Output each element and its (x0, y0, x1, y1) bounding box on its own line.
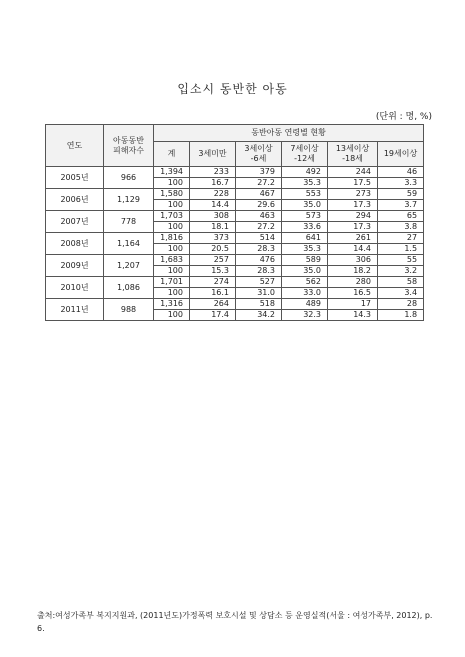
count-cell: 306 (328, 255, 378, 266)
percent-cell: 1.5 (378, 244, 424, 255)
subheader-5: 19세이상 (378, 142, 424, 167)
count-cell: 308 (190, 211, 236, 222)
table-row (46, 167, 424, 178)
percent-cell: 33.0 (282, 288, 328, 299)
count-cell: 1,316 (154, 299, 190, 310)
count-cell: 257 (190, 255, 236, 266)
subheader-0: 계 (154, 142, 190, 167)
table-row (46, 277, 424, 288)
percent-cell: 27.2 (236, 222, 282, 233)
count-cell: 589 (282, 255, 328, 266)
percent-cell: 3.3 (378, 178, 424, 189)
count-cell: 280 (328, 277, 378, 288)
percent-cell: 20.5 (190, 244, 236, 255)
percent-cell: 100 (154, 200, 190, 211)
victims-cell: 1,129 (104, 189, 154, 211)
count-cell: 514 (236, 233, 282, 244)
page-title: 입소시 동반한 아동 (177, 82, 288, 96)
count-cell: 1,394 (154, 167, 190, 178)
percent-cell: 18.1 (190, 222, 236, 233)
count-cell: 1,816 (154, 233, 190, 244)
count-cell: 17 (328, 299, 378, 310)
percent-cell: 100 (154, 288, 190, 299)
source-note: 출처:여성가족부 복지지원과, (2011년도)가정폭력 보호시설 및 상담소 등 운영실적(서울 : 여성가족부, 2012), p.6. (37, 611, 433, 633)
count-cell: 55 (378, 255, 424, 266)
percent-cell: 33.6 (282, 222, 328, 233)
count-cell: 492 (282, 167, 328, 178)
percent-cell: 14.4 (190, 200, 236, 211)
percent-cell: 3.2 (378, 266, 424, 277)
percent-cell: 16.7 (190, 178, 236, 189)
percent-cell: 17.5 (328, 178, 378, 189)
victims-cell: 988 (104, 299, 154, 321)
count-cell: 641 (282, 233, 328, 244)
percent-cell: 35.0 (282, 200, 328, 211)
percent-cell: 3.8 (378, 222, 424, 233)
percent-cell: 29.6 (236, 200, 282, 211)
header-year: 연도 (46, 125, 104, 167)
count-cell: 1,703 (154, 211, 190, 222)
table-row (46, 189, 424, 200)
count-cell: 233 (190, 167, 236, 178)
year-cell: 2009년 (46, 255, 104, 277)
header-victims: 아동동반 피해자수 (104, 125, 154, 167)
count-cell: 562 (282, 277, 328, 288)
year-cell: 2011년 (46, 299, 104, 321)
table-row (46, 233, 424, 244)
count-cell: 1,683 (154, 255, 190, 266)
percent-cell: 14.4 (328, 244, 378, 255)
percent-cell: 100 (154, 266, 190, 277)
percent-cell: 28.3 (236, 244, 282, 255)
count-cell: 467 (236, 189, 282, 200)
percent-cell: 17.4 (190, 310, 236, 321)
count-cell: 573 (282, 211, 328, 222)
count-cell: 244 (328, 167, 378, 178)
victims-cell: 1,207 (104, 255, 154, 277)
percent-cell: 16.1 (190, 288, 236, 299)
count-cell: 489 (282, 299, 328, 310)
percent-cell: 31.0 (236, 288, 282, 299)
table-row (46, 211, 424, 222)
victims-cell: 1,086 (104, 277, 154, 299)
statistics-table (45, 124, 424, 321)
count-cell: 1,580 (154, 189, 190, 200)
count-cell: 379 (236, 167, 282, 178)
percent-cell: 18.2 (328, 266, 378, 277)
percent-cell: 34.2 (236, 310, 282, 321)
count-cell: 518 (236, 299, 282, 310)
victims-cell: 1,164 (104, 233, 154, 255)
percent-cell: 100 (154, 222, 190, 233)
subheader-4: 13세이상 -18세 (328, 142, 378, 167)
victims-cell: 966 (104, 167, 154, 189)
percent-cell: 15.3 (190, 266, 236, 277)
count-cell: 27 (378, 233, 424, 244)
count-cell: 527 (236, 277, 282, 288)
year-cell: 2010년 (46, 277, 104, 299)
count-cell: 46 (378, 167, 424, 178)
count-cell: 273 (328, 189, 378, 200)
percent-cell: 100 (154, 244, 190, 255)
count-cell: 28 (378, 299, 424, 310)
count-cell: 228 (190, 189, 236, 200)
percent-cell: 1.8 (378, 310, 424, 321)
percent-cell: 35.3 (282, 178, 328, 189)
percent-cell: 32.3 (282, 310, 328, 321)
percent-cell: 100 (154, 178, 190, 189)
count-cell: 59 (378, 189, 424, 200)
percent-cell: 35.3 (282, 244, 328, 255)
unit-label: (단위 : 명, %) (375, 112, 432, 122)
percent-cell: 17.3 (328, 200, 378, 211)
count-cell: 553 (282, 189, 328, 200)
percent-cell: 27.2 (236, 178, 282, 189)
count-cell: 476 (236, 255, 282, 266)
table-row (46, 299, 424, 310)
count-cell: 65 (378, 211, 424, 222)
subheader-3: 7세이상 -12세 (282, 142, 328, 167)
year-cell: 2007년 (46, 211, 104, 233)
header-age-group: 동반아동 연령별 현황 (154, 125, 424, 142)
count-cell: 294 (328, 211, 378, 222)
percent-cell: 35.0 (282, 266, 328, 277)
count-cell: 58 (378, 277, 424, 288)
year-cell: 2005년 (46, 167, 104, 189)
subheader-2: 3세이상 -6세 (236, 142, 282, 167)
count-cell: 373 (190, 233, 236, 244)
table-row (46, 255, 424, 266)
percent-cell: 14.3 (328, 310, 378, 321)
percent-cell: 16.5 (328, 288, 378, 299)
count-cell: 274 (190, 277, 236, 288)
count-cell: 463 (236, 211, 282, 222)
subheader-1: 3세미만 (190, 142, 236, 167)
percent-cell: 3.7 (378, 200, 424, 211)
percent-cell: 28.3 (236, 266, 282, 277)
year-cell: 2008년 (46, 233, 104, 255)
year-cell: 2006년 (46, 189, 104, 211)
percent-cell: 17.3 (328, 222, 378, 233)
percent-cell: 100 (154, 310, 190, 321)
count-cell: 264 (190, 299, 236, 310)
count-cell: 261 (328, 233, 378, 244)
percent-cell: 3.4 (378, 288, 424, 299)
victims-cell: 778 (104, 211, 154, 233)
count-cell: 1,701 (154, 277, 190, 288)
